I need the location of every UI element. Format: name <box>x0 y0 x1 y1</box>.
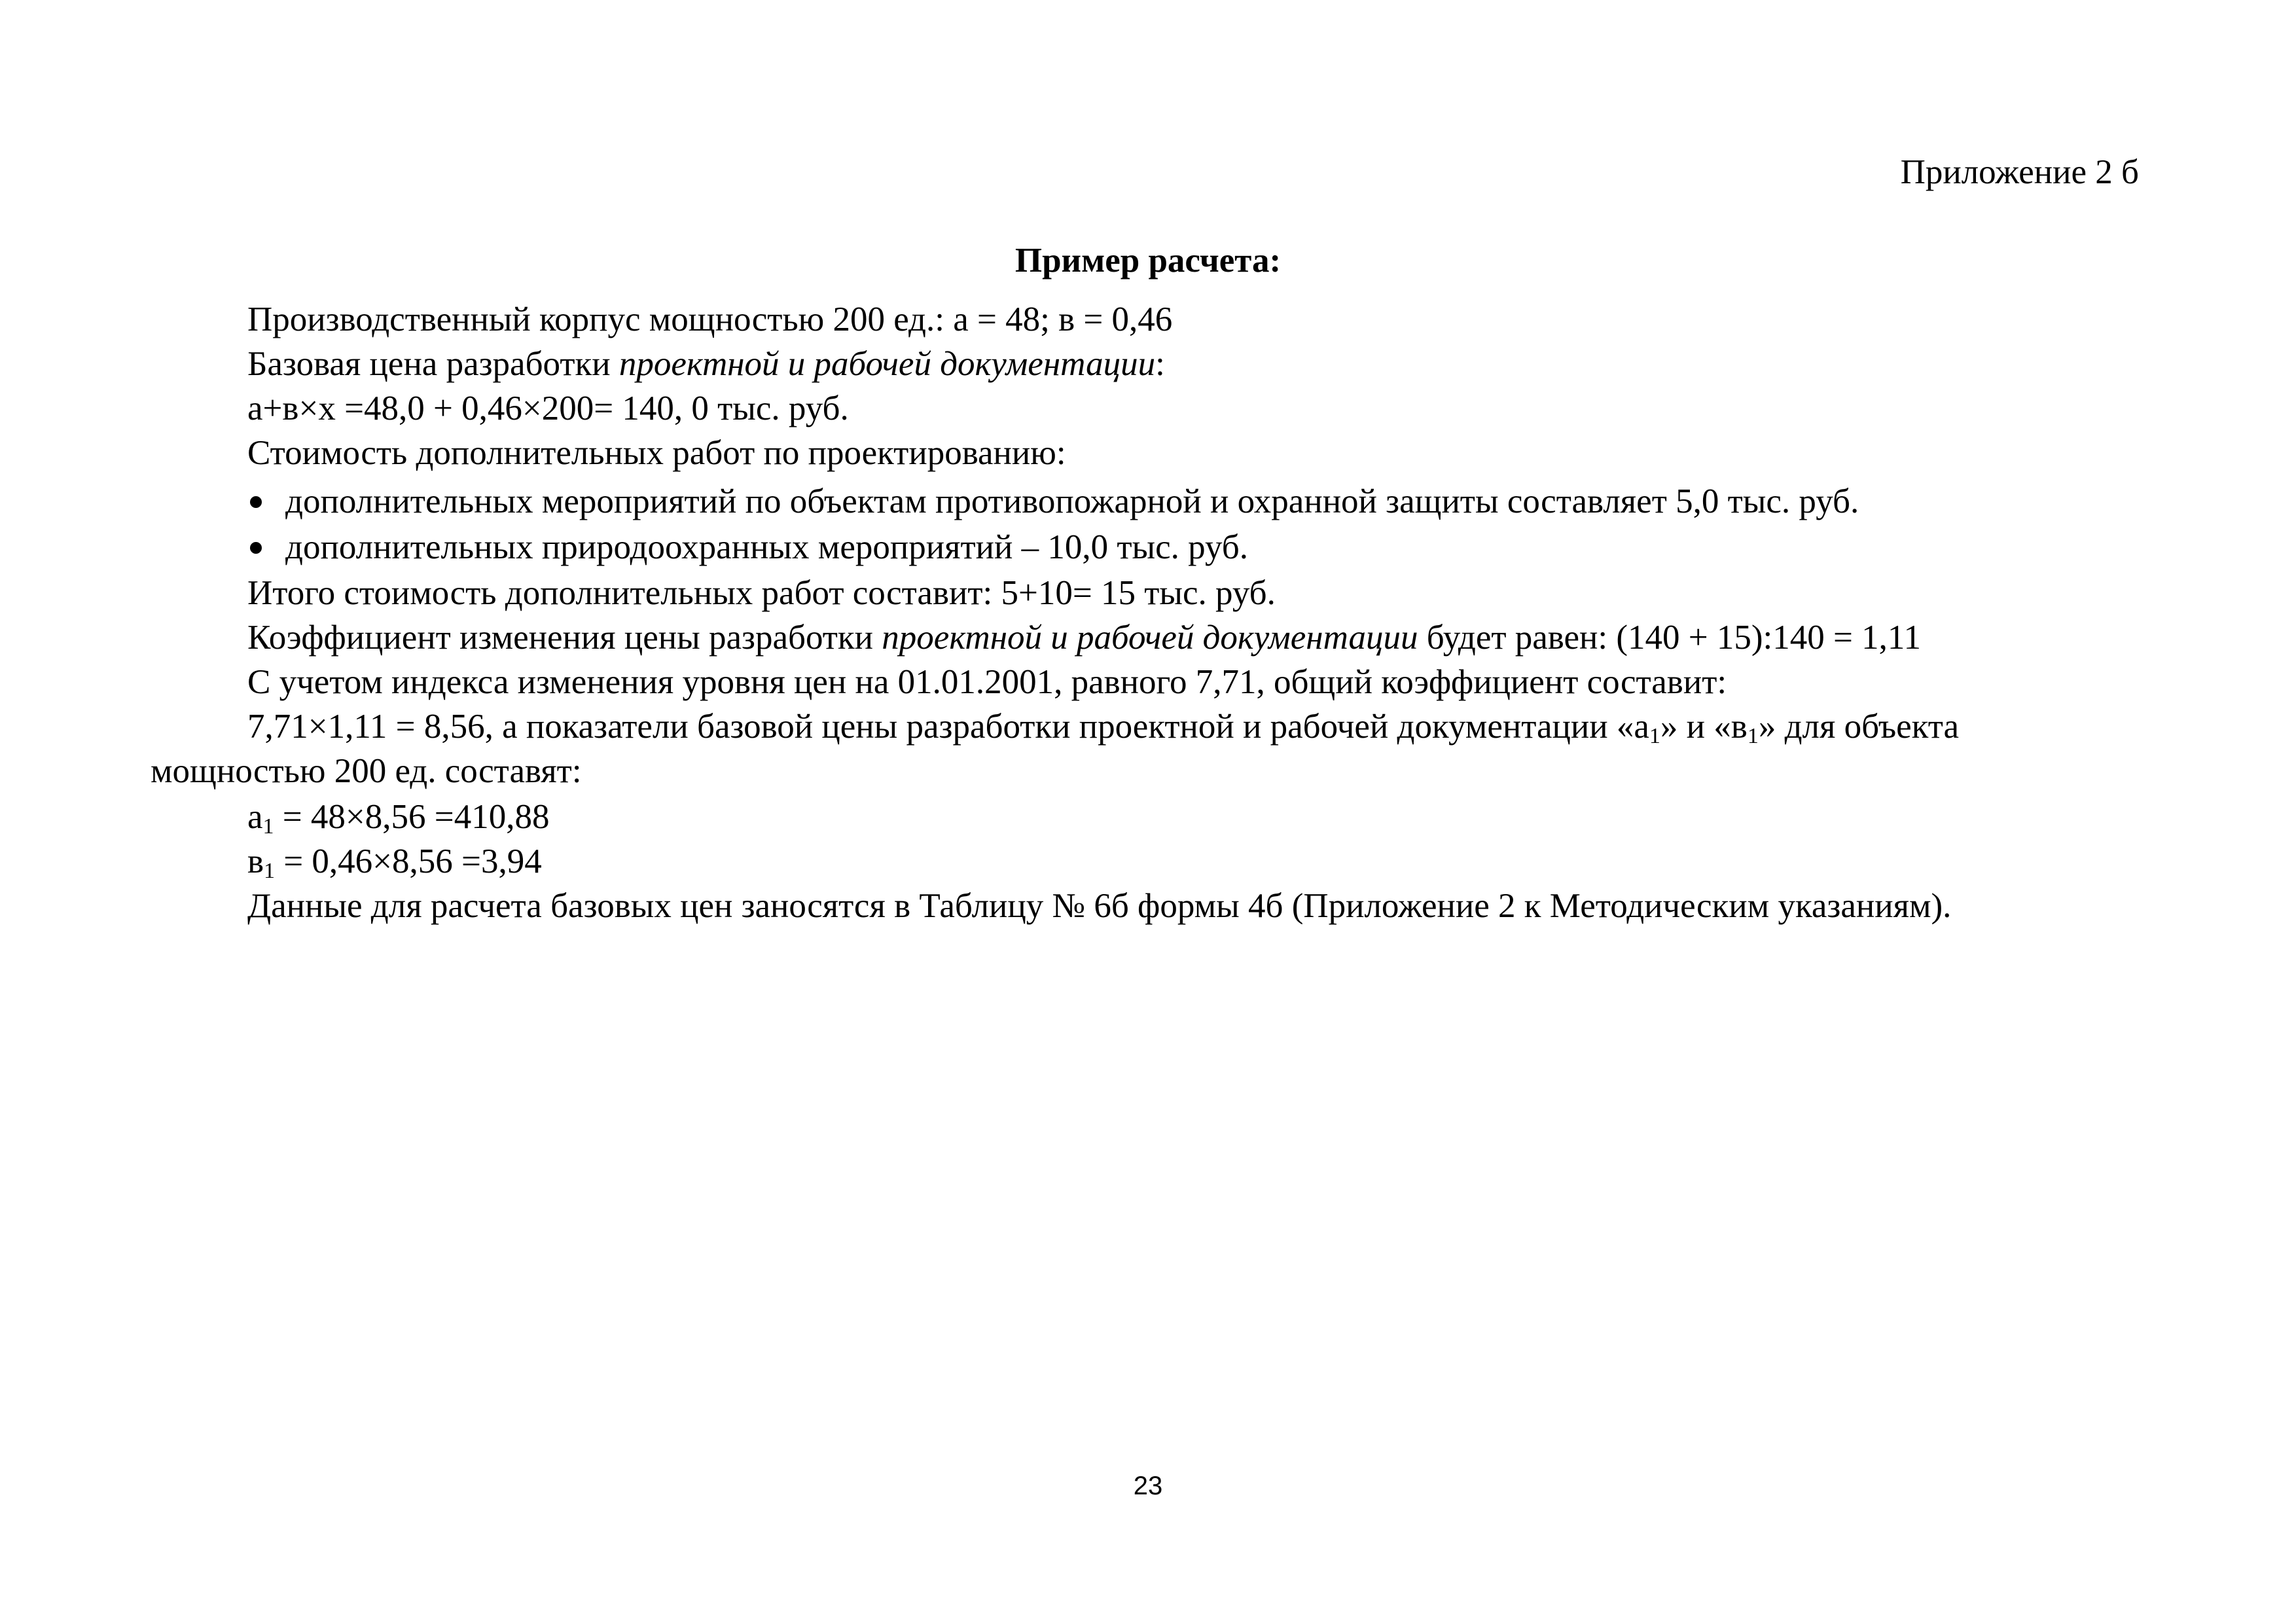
subscript: 1 <box>1747 724 1759 748</box>
coefficient-italic-text: проектной и рабочей документации <box>882 619 1418 657</box>
text-line-building: Производственный корпус мощностью 200 ед.: а = 48; в = 0,46 <box>247 300 1173 338</box>
text-line-capacity: мощностью 200 ед. составят: <box>151 752 582 790</box>
formula-b1 <box>247 840 542 883</box>
text-line-total-extra: Итого стоимость дополнительных работ составит: 5+10= 15 тыс. руб. <box>247 574 1276 612</box>
variable-b: в <box>247 842 264 880</box>
bullet-icon <box>250 496 262 508</box>
formula-a1 <box>247 795 549 839</box>
formula-a1-value: = 48×8,56 =410,88 <box>274 798 550 836</box>
formula-line: а+в×х =48,0 + 0,46×200= 140, 0 тыс. руб. <box>247 389 849 427</box>
coefficient-text: Коэффициент изменения цены разработки <box>247 619 882 657</box>
page-title: Пример расчета: <box>1014 242 1282 280</box>
text-line-data-entry: Данные для расчета базовых цен заносятся в Таблицу № 6б формы 4б (Приложение 2 к Методическим указаниям). <box>247 887 1952 925</box>
total-coefficient-text: 7,71×1,11 = 8,56, а показатели базовой цены разработки проектной и рабочей документации «а <box>247 708 1649 746</box>
text-line-extra-works: Стоимость дополнительных работ по проектированию: <box>247 434 1066 472</box>
bullet-icon <box>250 542 262 554</box>
text-line-base-price <box>247 342 1165 386</box>
base-price-text: Базовая цена разработки <box>247 345 619 383</box>
appendix-label: Приложение 2 б <box>1900 153 2139 191</box>
formula-b1-value: = 0,46×8,56 =3,94 <box>275 842 542 880</box>
coefficient-value-text: будет равен: (140 + 15):140 = 1,11 <box>1418 619 1921 657</box>
subscript: 1 <box>1649 724 1660 748</box>
text-line-total-coefficient <box>247 705 1959 748</box>
subscript: 1 <box>262 814 274 839</box>
total-coefficient-text: » и «в <box>1660 708 1748 746</box>
page-number: 23 <box>1133 1471 1163 1500</box>
subscript: 1 <box>264 859 276 883</box>
bullet-text: дополнительных природоохранных мероприятий – 10,0 тыс. руб. <box>285 528 1248 566</box>
variable-a: а <box>247 798 263 836</box>
bullet-text: дополнительных мероприятий по объектам противопожарной и охранной защиты составляет 5,0 тыс. руб. <box>285 482 1859 520</box>
base-price-colon: : <box>1155 345 1165 383</box>
text-line-price-index: С учетом индекса изменения уровня цен на 01.01.2001, равного 7,71, общий коэффициент составит: <box>247 663 1727 701</box>
base-price-italic-text: проектной и рабочей документации <box>619 345 1156 383</box>
text-line-coefficient <box>247 616 1921 659</box>
bullet-item-fire-protection <box>247 480 1859 523</box>
total-coefficient-text: » для объекта <box>1758 708 1960 746</box>
bullet-item-environmental <box>247 526 1248 569</box>
